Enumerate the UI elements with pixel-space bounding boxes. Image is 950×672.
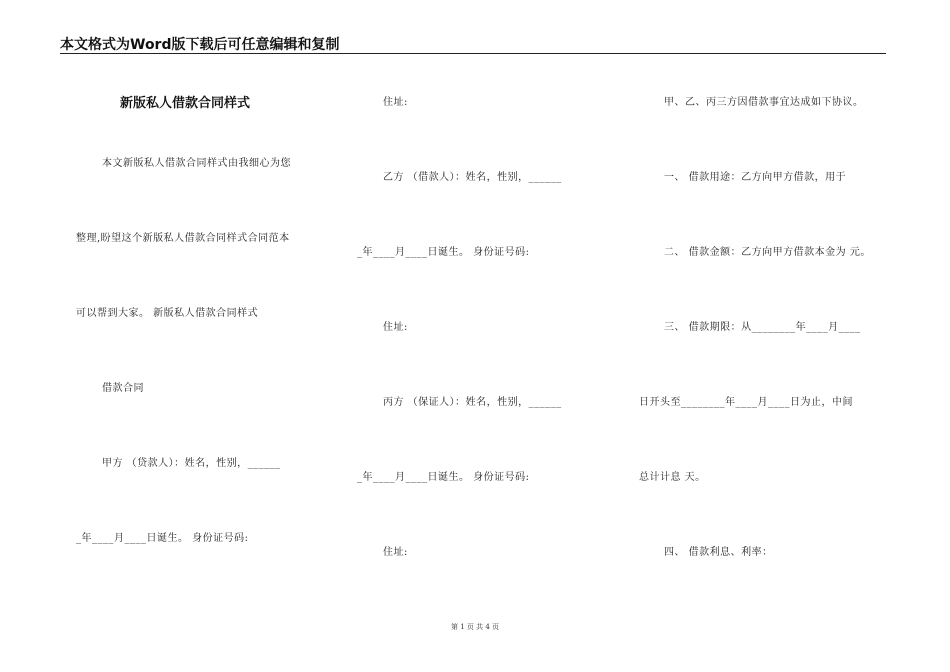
page-number: 第 1 页 共 4 页 [450,623,500,631]
paragraph-line: _年____月____日诞生。 身份证号码: [357,472,530,483]
paragraph-line: 本文新版私人借款合同样式由我细心为您 [102,158,291,169]
paragraph-line: 住址: [383,547,408,558]
paragraph-line: 住址: [383,322,408,333]
paragraph-line: 乙方 （借款人）：姓名，性别，______ [383,172,562,183]
header-divider [60,53,886,54]
paragraph-line: 可以帮到大家。 新版私人借款合同样式 [76,308,259,319]
paragraph-line: 四、 借款利息、利率： [664,547,773,558]
paragraph-line: 丙方 （保证人）：姓名，性别，______ [383,397,562,408]
paragraph-line: 甲、乙、丙三方因借款事宜达成如下协议。 [664,97,864,108]
paragraph-line: _年____月____日诞生。 身份证号码: [76,533,249,544]
paragraph-line: 三、 借款期限：从________年____月____ [664,322,861,333]
paragraph-line: 住址: [383,97,408,108]
paragraph-line: 甲方 （贷款人）：姓名，性别，______ [102,458,281,469]
paragraph-line: 日开头至________年____月____日为止，中间 [639,397,853,408]
document-title: 新版私人借款合同样式 [120,96,251,111]
paragraph-line: 一、 借款用途：乙方向甲方借款，用于 [664,172,847,183]
document-header: 本文格式为Word版下载后可任意编辑和复制 [60,37,340,53]
contract-heading: 借款合同 [102,383,144,394]
paragraph-line: _年____月____日诞生。 身份证号码: [357,247,530,258]
paragraph-line: 整理,盼望这个新版私人借款合同样式合同范本 [76,233,290,244]
paragraph-line: 总计计息 天。 [639,472,706,483]
paragraph-line: 二、 借款金额：乙方向甲方借款本金为 元。 [664,247,871,258]
